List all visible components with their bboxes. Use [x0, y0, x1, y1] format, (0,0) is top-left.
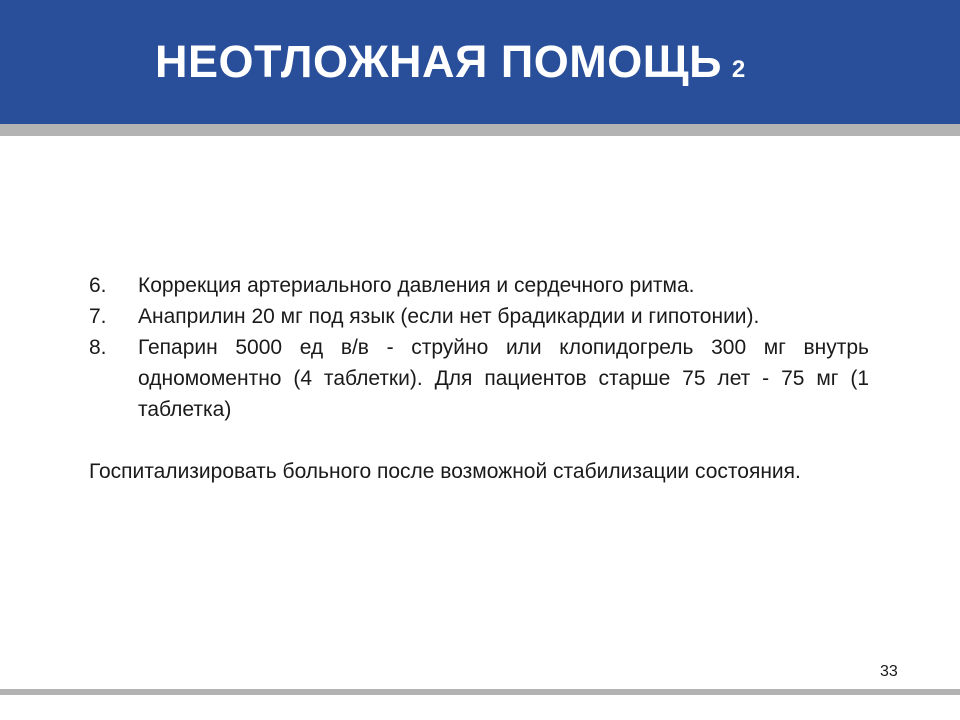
slide-body: [89, 270, 869, 487]
list-item: [89, 332, 869, 425]
slide-title-text: НЕОТЛОЖНАЯ ПОМОЩЬ: [155, 36, 722, 87]
slide-title: [155, 34, 746, 98]
slide-header: [0, 0, 960, 124]
list-item: [89, 301, 869, 332]
list-item-number: 6.: [89, 274, 107, 297]
list-item-number: 7.: [89, 305, 107, 328]
list-item-text: Коррекция артериального давления и сердечного ритма.: [138, 274, 695, 297]
top-divider: [0, 124, 960, 136]
slide-title-number: 2: [731, 56, 746, 83]
closing-text: Госпитализировать больного после возможной стабилизации состояния.: [89, 460, 801, 483]
list-item-text: Анаприлин 20 мг под язык (если нет брадикардии и гипотонии).: [138, 305, 760, 328]
list-item-number: 8.: [89, 336, 107, 359]
list-item: [89, 270, 869, 301]
list-item-text: Гепарин 5000 ед в/в - струйно или клопидогрель 300 мг внутрь одномоментно (4 таблетки). Для пациентов старше 75 лет - 75 мг (1 таблетка): [138, 336, 869, 421]
bottom-divider: [0, 689, 960, 695]
page-number: 33: [880, 663, 898, 680]
